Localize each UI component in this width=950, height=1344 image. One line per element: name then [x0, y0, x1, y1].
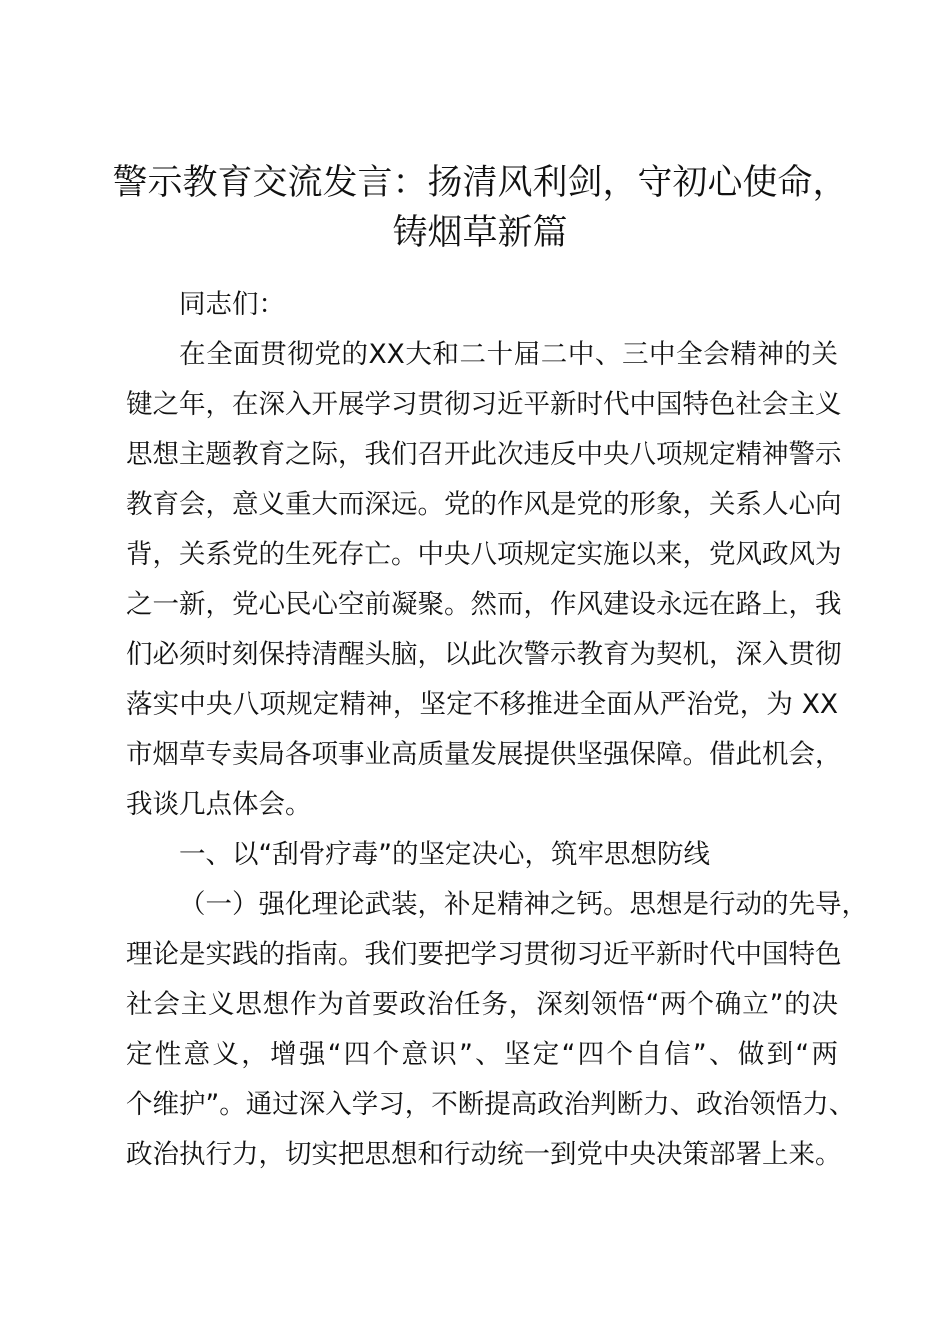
paragraph-line: 在全面贯彻党的XX大和二十届二中、三中全会精神的关	[179, 339, 838, 370]
paragraph-1	[126, 330, 842, 830]
paragraph-line: 个维护”。通过深入学习，不断提高政治判断力、政治领悟力、	[126, 1089, 856, 1120]
document-body	[126, 280, 868, 1180]
salutation: 同志们：	[179, 289, 285, 320]
paragraph-line: 背，关系党的生死存亡。中央八项规定实施以来，党风政风为	[126, 539, 842, 570]
title-line-2: 铸烟草新篇	[392, 213, 568, 253]
paragraph-line: 们必须时刻保持清醒头脑，以此次警示教育为契机，深入贯彻	[126, 639, 842, 670]
paragraph-line: 社会主义思想作为首要政治任务，深刻领悟“两个确立”的决	[126, 989, 838, 1020]
paragraph-line: （一）强化理论武装，补足精神之钙。思想是行动的先导，	[179, 889, 868, 920]
document-title	[100, 158, 860, 258]
paragraph-2	[126, 880, 868, 1180]
paragraph-line: 教育会，意义重大而深远。党的作风是党的形象，关系人心向	[126, 489, 842, 520]
paragraph-line: 市烟草专卖局各项事业高质量发展提供坚强保障。借此机会，	[126, 739, 842, 770]
paragraph-line: 定性意义，增强“四个意识”、坚定“四个自信”、做到“两	[126, 1039, 838, 1070]
paragraph-line: 思想主题教育之际，我们召开此次违反中央八项规定精神警示	[126, 439, 842, 470]
section-heading-1: 一、以“刮骨疗毒”的坚定决心，筑牢思想防线	[179, 839, 710, 870]
paragraph-line: 落实中央八项规定精神，坚定不移推进全面从严治党，为 XX	[126, 689, 838, 720]
paragraph-line: 理论是实践的指南。我们要把学习贯彻习近平新时代中国特色	[126, 939, 842, 970]
paragraph-line: 之一新，党心民心空前凝聚。然而，作风建设永远在路上，我	[126, 589, 842, 620]
title-line-1: 警示教育交流发言：扬清风利剑，守初心使命，	[112, 163, 848, 203]
paragraph-line: 我谈几点体会。	[126, 789, 312, 820]
paragraph-line: 键之年，在深入开展学习贯彻习近平新时代中国特色社会主义	[126, 389, 842, 420]
paragraph-line: 政治执行力，切实把思想和行动统一到党中央决策部署上来。	[126, 1139, 842, 1170]
